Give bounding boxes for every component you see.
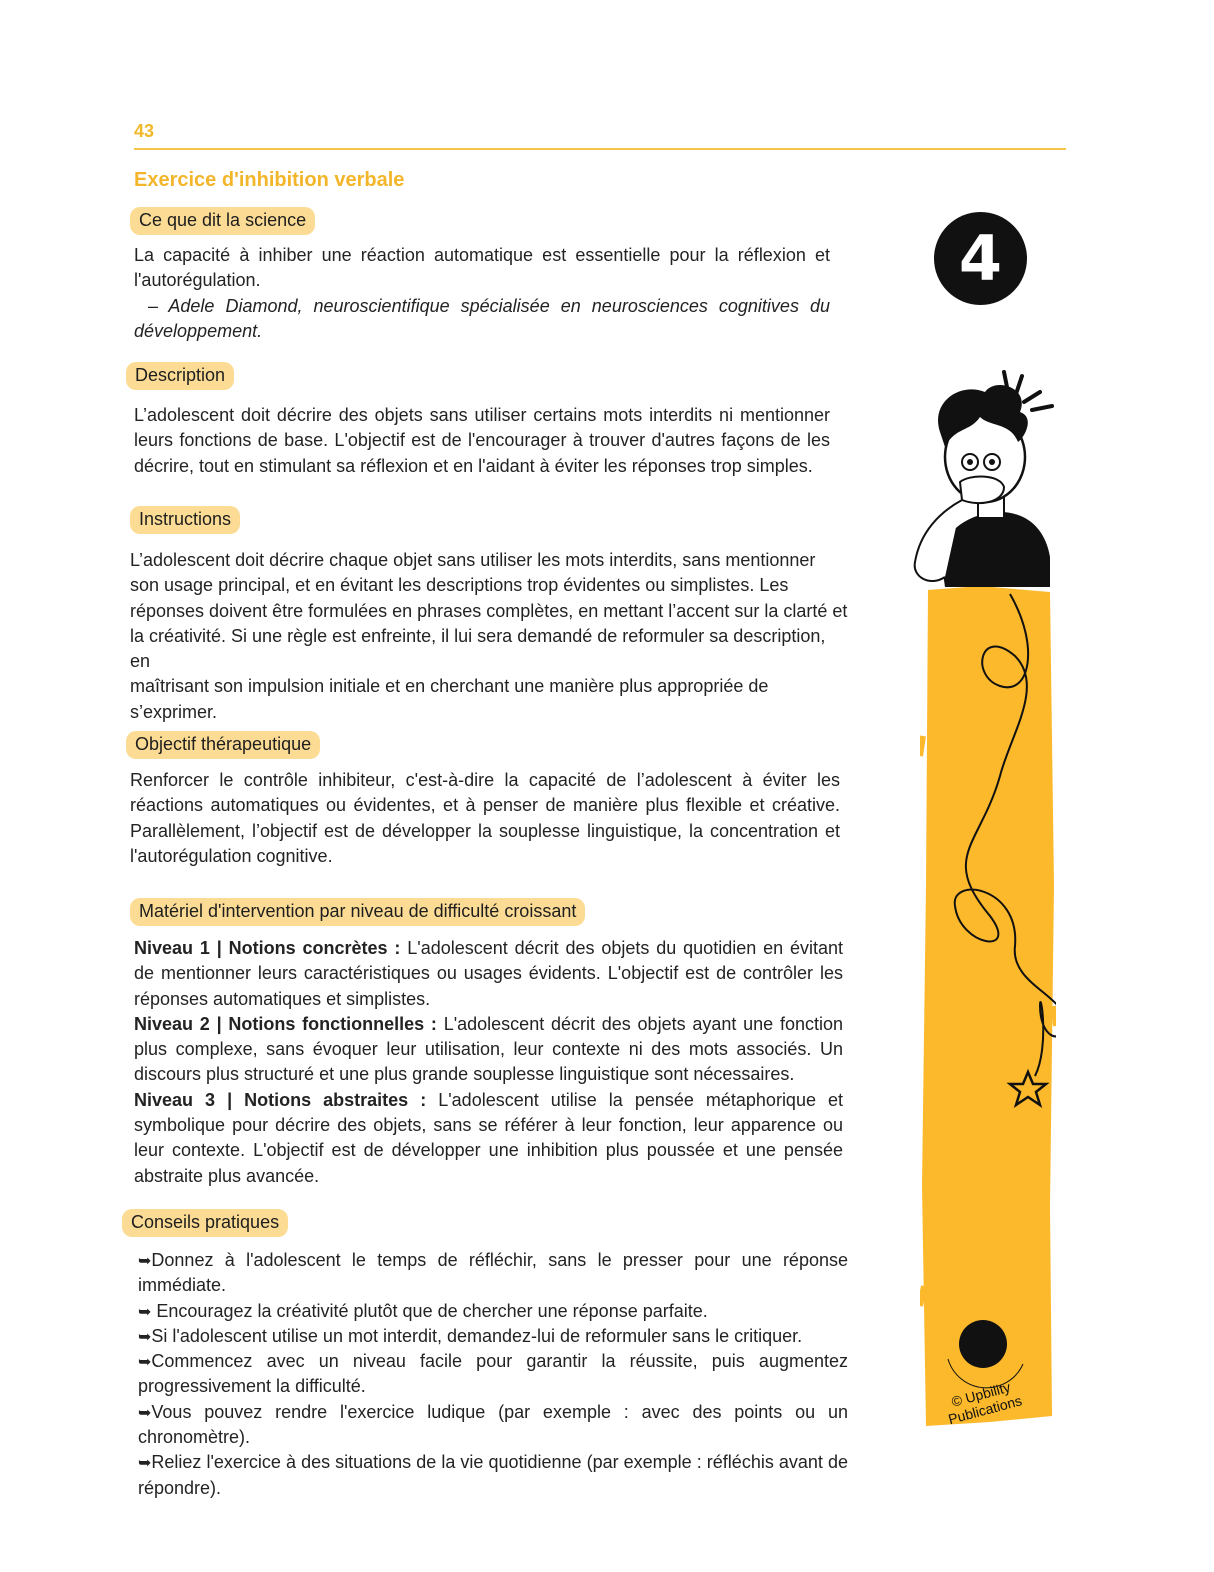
- tip-item: [138, 1450, 848, 1501]
- quote-author: – Adele Diamond, neuroscientifique spécialisée en neurosciences cognitives du développement.: [134, 295, 830, 341]
- badge-number: 4: [958, 222, 1003, 295]
- arrow-icon: ➥: [138, 1352, 152, 1372]
- exercise-title: Exercice d'inhibition verbale: [134, 169, 405, 191]
- tip-text: Si l'adolescent utilise un mot interdit, demandez-lui de reformuler sans le critiquer.: [151, 1325, 803, 1346]
- surprised-teen-illustration: [900, 362, 1070, 592]
- tip-text: Commencez avec un niveau facile pour garantir la réussite, puis augmentez progressivement la difficulté.: [138, 1351, 848, 1397]
- instructions-text: [130, 548, 850, 725]
- description-tag: Description: [126, 362, 234, 390]
- tip-text: Encouragez la créativité plutôt que de chercher une réponse parfaite.: [151, 1300, 708, 1321]
- level-label: Niveau 2 | Notions fonctionnelles :: [134, 1013, 437, 1034]
- instructions-tag: Instructions: [130, 506, 240, 534]
- page-number: 43: [134, 121, 155, 141]
- science-section: [134, 243, 830, 344]
- level-item: [134, 1012, 843, 1088]
- science-tag: Ce que dit la science: [130, 207, 315, 235]
- objective-tag: Objectif thérapeutique: [126, 731, 320, 759]
- header-divider: [134, 148, 1066, 150]
- level-label: Niveau 3 | Notions abstraites :: [134, 1089, 427, 1110]
- instructions-line: s’exprimer.: [130, 701, 218, 722]
- tip-text: Vous pouvez rendre l'exercice ludique (par exemple : avec des points ou un chronomètre).: [138, 1401, 848, 1448]
- tip-item: [138, 1349, 848, 1400]
- level-text: L'adolescent décrit des objets ayant une fonction plus complexe, sans évoquer leur utilisation, leur contexte ni des mots associés. Un discours plus structuré et une plus grande souplesse linguistique sont nécessaires.: [134, 1013, 843, 1085]
- arrow-icon: ➥: [138, 1326, 152, 1346]
- tips-list: [138, 1248, 848, 1501]
- material-levels: [134, 936, 843, 1189]
- level-label: Niveau 1 | Notions concrètes :: [134, 938, 401, 958]
- description-text: L’adolescent doit décrire des objets sans utiliser certains mots interdits ni mentionner leurs fonctions de base. L'objectif est de l'encourager à trouver d'autres façons de les décrire, tout en stimulant sa réflexion et en l'aidant à éviter les réponses trop simples.: [134, 405, 830, 476]
- arrow-icon: ➥: [138, 1251, 152, 1270]
- copyright-text: © Upbility Publications: [946, 1378, 1024, 1428]
- level-item: [134, 936, 843, 1012]
- objective-text: Renforcer le contrôle inhibiteur, c'est-à-dire la capacité de l’adolescent à éviter les réactions automatiques ou évidentes, et à penser de manière plus flexible et créative. Parallèlement, l’objectif est de développer la souplesse linguistique, la concentration et l'autorégulation cognitive.: [130, 770, 840, 866]
- tip-text: Reliez l'exercice à des situations de la vie quotidienne (par exemple : réfléchis avant de répondre).: [138, 1452, 848, 1498]
- tips-tag: Conseils pratiques: [122, 1209, 288, 1237]
- instructions-line: réponses doivent être formulées en phrases complètes, en mettant l’accent sur la clarté et: [130, 600, 848, 621]
- level-text: L'adolescent utilise la pensée métaphorique et symbolique pour décrire des objets, sans se référer à leur fonction, leur apparence ou leur contexte. L'objectif est de développer une inhibition plus poussée et une pensée abstraite plus avancée.: [134, 1089, 844, 1186]
- arrow-icon: ➥: [138, 1402, 152, 1422]
- exercise-number-badge: [934, 212, 1027, 305]
- level-text: L'adolescent décrit des objets du quotidien en évitant de mentionner leurs caractéristiques ou usages évidents. L'objectif est de contrôler les réponses automatiques et simplistes.: [134, 938, 844, 1009]
- tip-text: Donnez à l'adolescent le temps de réfléchir, sans le presser pour une réponse immédiate.: [138, 1250, 848, 1296]
- material-tag: Matériel d'intervention par niveau de difficulté croissant: [130, 898, 585, 926]
- science-quote: La capacité à inhiber une réaction automatique est essentielle pour la réflexion et l'autorégulation.: [134, 245, 830, 291]
- arrow-icon: ➥: [138, 1453, 152, 1473]
- tip-item: [138, 1299, 848, 1324]
- instructions-line: son usage principal, et en évitant les descriptions trop évidentes ou simplistes. Les: [130, 575, 789, 596]
- tip-item: [138, 1324, 848, 1349]
- level-item: [134, 1088, 843, 1189]
- instructions-line: L’adolescent doit décrire chaque objet sans utiliser les mots interdits, sans mentionner: [130, 550, 816, 570]
- arrow-icon: ➥: [138, 1301, 152, 1321]
- tip-item: [138, 1400, 848, 1451]
- tip-item: [138, 1248, 848, 1299]
- instructions-line: la créativité. Si une règle est enfreinte, il lui sera demandé de reformuler sa description, en: [130, 625, 826, 672]
- instructions-line: maîtrisant son impulsion initiale et en cherchant une manière plus appropriée de: [130, 676, 769, 697]
- yellow-paint-strip: [920, 586, 1056, 1426]
